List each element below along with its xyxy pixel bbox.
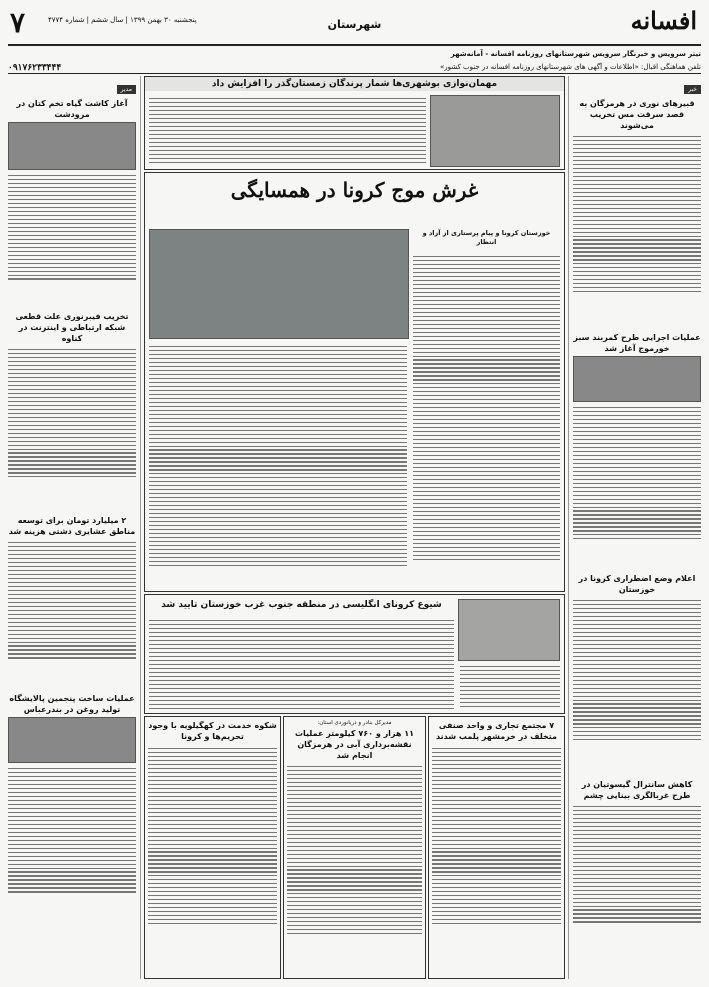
mid-body-2	[460, 663, 560, 709]
lab-photo	[458, 599, 560, 661]
tagline-main: تیتر سرویس و خبرنگار سرویس شهرستانهای روزنامه افسانه - آمانه‌شهر	[450, 50, 701, 58]
main-body-left	[149, 343, 407, 583]
left2-title: تخریب فیبرنوری علت قطعی شبکه ارتباطی و اینترنت در کناوه	[15, 312, 129, 343]
left4-body	[8, 765, 136, 925]
left1-body	[8, 172, 136, 307]
tagline-rule	[8, 73, 701, 74]
bottom2-body	[287, 763, 422, 978]
beach-photo	[149, 229, 409, 339]
mid-body	[149, 617, 454, 709]
newspaper-logo: افسانه	[630, 6, 697, 35]
left4-photo	[8, 717, 136, 763]
bottom2-title: ۱۱ هزار و ۷۶۰ کیلومتر عملیات نقشه‌برداری آبی در هرمزگان انجام شد	[295, 729, 414, 760]
left-tab: مدیر	[117, 85, 136, 94]
bottom2-kicker: مدیرکل بنادر و دریانوردی استان:	[317, 720, 392, 726]
left-column	[8, 76, 136, 979]
right4-title: کاهش سانترال گیسوتیان در طرح غربالگری بینایی چشم	[581, 780, 693, 800]
left1-photo	[8, 122, 136, 170]
main-title: غرش موج کرونا در همسایگی	[230, 178, 479, 202]
left4-title: عملیات ساخت پنجمین پالایشگاه تولید روغن در بندرعباس	[9, 694, 135, 714]
tagline-bar	[8, 48, 701, 74]
main-body-right	[413, 253, 560, 583]
page-number: ۷	[10, 8, 26, 39]
right2-photo	[573, 356, 701, 402]
right2-title: عملیات اجرایی طرح کمربند سبز خورموج آغاز شد	[573, 333, 701, 353]
bottom3-body	[148, 745, 277, 970]
masthead-rule	[8, 44, 701, 46]
birds-photo	[430, 95, 560, 167]
right3-title: اعلام وضع اضطراری کرونا در خوزستان	[578, 574, 696, 594]
column-divider	[568, 76, 569, 979]
bottom3-title: شکوه خدمت در کهگیلویه با وجود تحریم‌ها و کرونا	[148, 721, 277, 741]
right-tab: خبر	[684, 85, 701, 94]
right-column	[573, 76, 701, 979]
right1-body	[573, 133, 701, 328]
top-center-body	[149, 95, 426, 165]
left3-body	[8, 539, 136, 689]
section-title: شهرستان	[327, 18, 382, 31]
bottom1-body	[432, 745, 561, 970]
issue-line: پنجشنبه ۳۰ بهمن ۱۳۹۹ | سال ششم | شماره ۴۷۷۴	[48, 16, 197, 24]
left1-title: آغاز کاشت گیاه تخم کتان در مرودشت	[16, 99, 128, 119]
main-article	[144, 172, 565, 592]
bottom-article-2	[283, 716, 426, 979]
right4-body	[573, 803, 701, 953]
top-center-article	[144, 76, 565, 170]
mid-article	[144, 594, 565, 714]
main-subtitle: خوزستان کرونا و پیام پرستاری از آزاد و انتظار	[422, 229, 551, 246]
bottom1-title: ۷ مجتمع تجاری و واحد صنفی متخلف در خرمشهر پلمب شدند	[436, 721, 557, 741]
right2-body	[573, 404, 701, 569]
left2-body	[8, 346, 136, 511]
right1-title: قبیرهای نوری در هرمزگان به قصد سرقت مس تخریب می‌شوند	[579, 99, 695, 130]
right3-body	[573, 597, 701, 775]
top-center-title: مهمان‌نوازی بوشهری‌ها شمار پرندگان زمستان‌گذر را افزایش داد	[145, 77, 564, 91]
bottom-article-3	[144, 716, 281, 979]
tagline-sub: تلفن هماهنگی اقبال: «اطلاعات و آگهی های شهرستانهای روزنامه افسانه در جنوب کشور»	[439, 63, 701, 71]
left3-title: ۲ میلیارد تومان برای توسعه مناطق عشایری دشتی هزینه شد	[8, 516, 136, 536]
column-divider	[140, 76, 141, 979]
phone-number: ۰۹۱۷۶۲۳۳۴۴۴	[8, 62, 62, 72]
mid-title: شیوع کرونای انگلیسی در منطقه جنوب غرب خوزستان تایید شد	[161, 600, 442, 610]
bottom-article-1	[428, 716, 565, 979]
masthead	[8, 6, 701, 48]
